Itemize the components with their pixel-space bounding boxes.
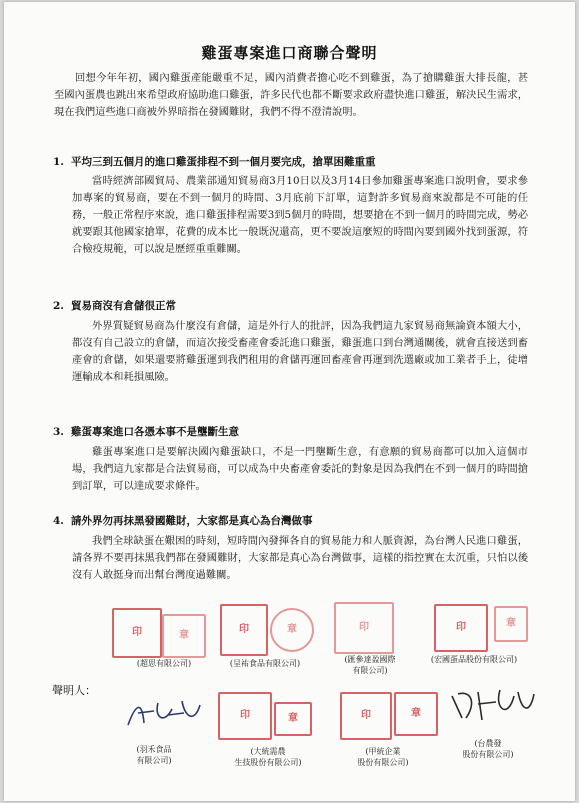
company-name-8: (台農發 股份有限公司) xyxy=(462,739,514,759)
section-1-heading xyxy=(53,154,376,169)
personal-seal-6: 章 xyxy=(274,702,312,736)
section-2-title: 貿易商沒有倉儲很正常 xyxy=(71,300,176,312)
company-name-6: (大統需農 生技股份有限公司) xyxy=(234,747,302,767)
section-3-title: 雞蛋專案進口各憑本事不是壟斷生意 xyxy=(71,426,239,438)
company-name-2: (呈祐食品有限公司) xyxy=(229,659,301,668)
handwritten-signature-8 xyxy=(448,684,538,726)
company-seal-6: 印 xyxy=(218,692,272,740)
document-title: 雞蛋專案進口商聯合聲明 xyxy=(201,44,378,62)
section-4-body: 我們全球缺蛋在艱困的時刻，短時間內發揮各自的貿易能力和人脈資源，為台灣人民進口雞蛋，請各界不要再抹黑我們都在發國難財，大家都是真心為台灣做事，這樣的指控實在太沉重，只怕以後沒有人敢挺身而出幫台灣度過難關。 xyxy=(72,535,528,581)
section-2-number: 2. xyxy=(53,300,64,312)
personal-seal-2: 章 xyxy=(270,608,314,652)
company-name-4: (宏國蛋品股份有限公司) xyxy=(430,655,518,664)
intro-paragraph: 回想今年年初，國內雞蛋產能嚴重不足，國內消費者擔心吃不到雞蛋，為了搶購雞蛋大排長龍，甚至國內蛋農也跳出來希望政府協助進口雞蛋，許多民代也都不斷要求政府盡快進口雞蛋，解決民生需求，現在我們這些進口商被外界暗指在發國難財，我們不得不澄清說明。 xyxy=(54,72,528,118)
company-seal-4: 印 xyxy=(434,604,488,652)
section-3-body: 雞蛋專案進口是要解決國內雞蛋缺口，不是一門壟斷生意，有意願的貿易商都可以加入這個市場，我們這九家都是合法貿易商，可以成為中央畜產會委託的對象是因為我們在不到一個月的時間搶到訂單，可以達成要求條件。 xyxy=(72,446,528,492)
company-name-7: (甲統企業 股份有限公司) xyxy=(357,747,409,767)
personal-seal-7: 章 xyxy=(394,692,438,736)
document-page xyxy=(4,2,575,801)
section-3-number: 3. xyxy=(53,426,64,438)
company-name-5: (羽禾食品 有限公司) xyxy=(136,745,172,765)
section-4-heading xyxy=(53,513,313,528)
personal-seal-4: 章 xyxy=(494,606,528,642)
section-1-body: 當時經濟部國貿局、農業部通知貿易商3月10日以及3月14日參加雞蛋專案進口說明會，要求參加專案的貿易商，要在不到一個月的時間、3月底前下訂單，這對許多貿易商來說都是不可能的任務，一般正常程序來說，進口雞蛋排程需要3到5個月的時間，想要搶在不到一個月的時間完成，勢必就要跟其他國家搶單，花費的成本比一般既況還高，更不要說這麼短的時間內要到國外找到蛋源，符合檢疫規範，可以說是歷經重重難關。 xyxy=(72,175,528,255)
section-2-heading xyxy=(53,298,176,313)
section-1-number: 1. xyxy=(53,156,64,168)
company-name-1: (超思有限公司) xyxy=(136,659,192,668)
company-seal-3: 印 xyxy=(334,602,394,654)
section-1-title: 平均三到五個月的進口雞蛋排程不到一個月要完成，搶單困難重重 xyxy=(71,156,376,168)
handwritten-signature-1 xyxy=(124,695,204,735)
company-seal-1: 印 xyxy=(112,608,162,658)
company-seal-2: 印 xyxy=(220,604,268,656)
company-seal-7: 印 xyxy=(340,692,392,740)
section-3-heading xyxy=(53,424,239,439)
section-4-title: 請外界勿再抹黑發國難財，大家都是真心為台灣做事 xyxy=(71,515,313,527)
section-4-number: 4. xyxy=(53,515,64,527)
declarant-label: 聲明人： xyxy=(52,684,96,697)
company-name-3: (匯參達盈國際 有限公司) xyxy=(344,655,396,675)
section-2-body: 外界質疑貿易商為什麼沒有倉儲，這是外行人的批評，因為我們這九家貿易商無論資本額大小，都沒有自己設立的倉儲，而這次接受畜產會委託進口雞蛋，雞蛋進口到台灣通關後，就會直接送到畜產會的倉儲，如果還要將雞蛋運到我們租用的倉儲再運回畜產會再運到洗選廠或加工業者手上，徒增運輸成本和耗損風險。 xyxy=(72,320,528,383)
personal-seal-1: 章 xyxy=(162,614,206,658)
